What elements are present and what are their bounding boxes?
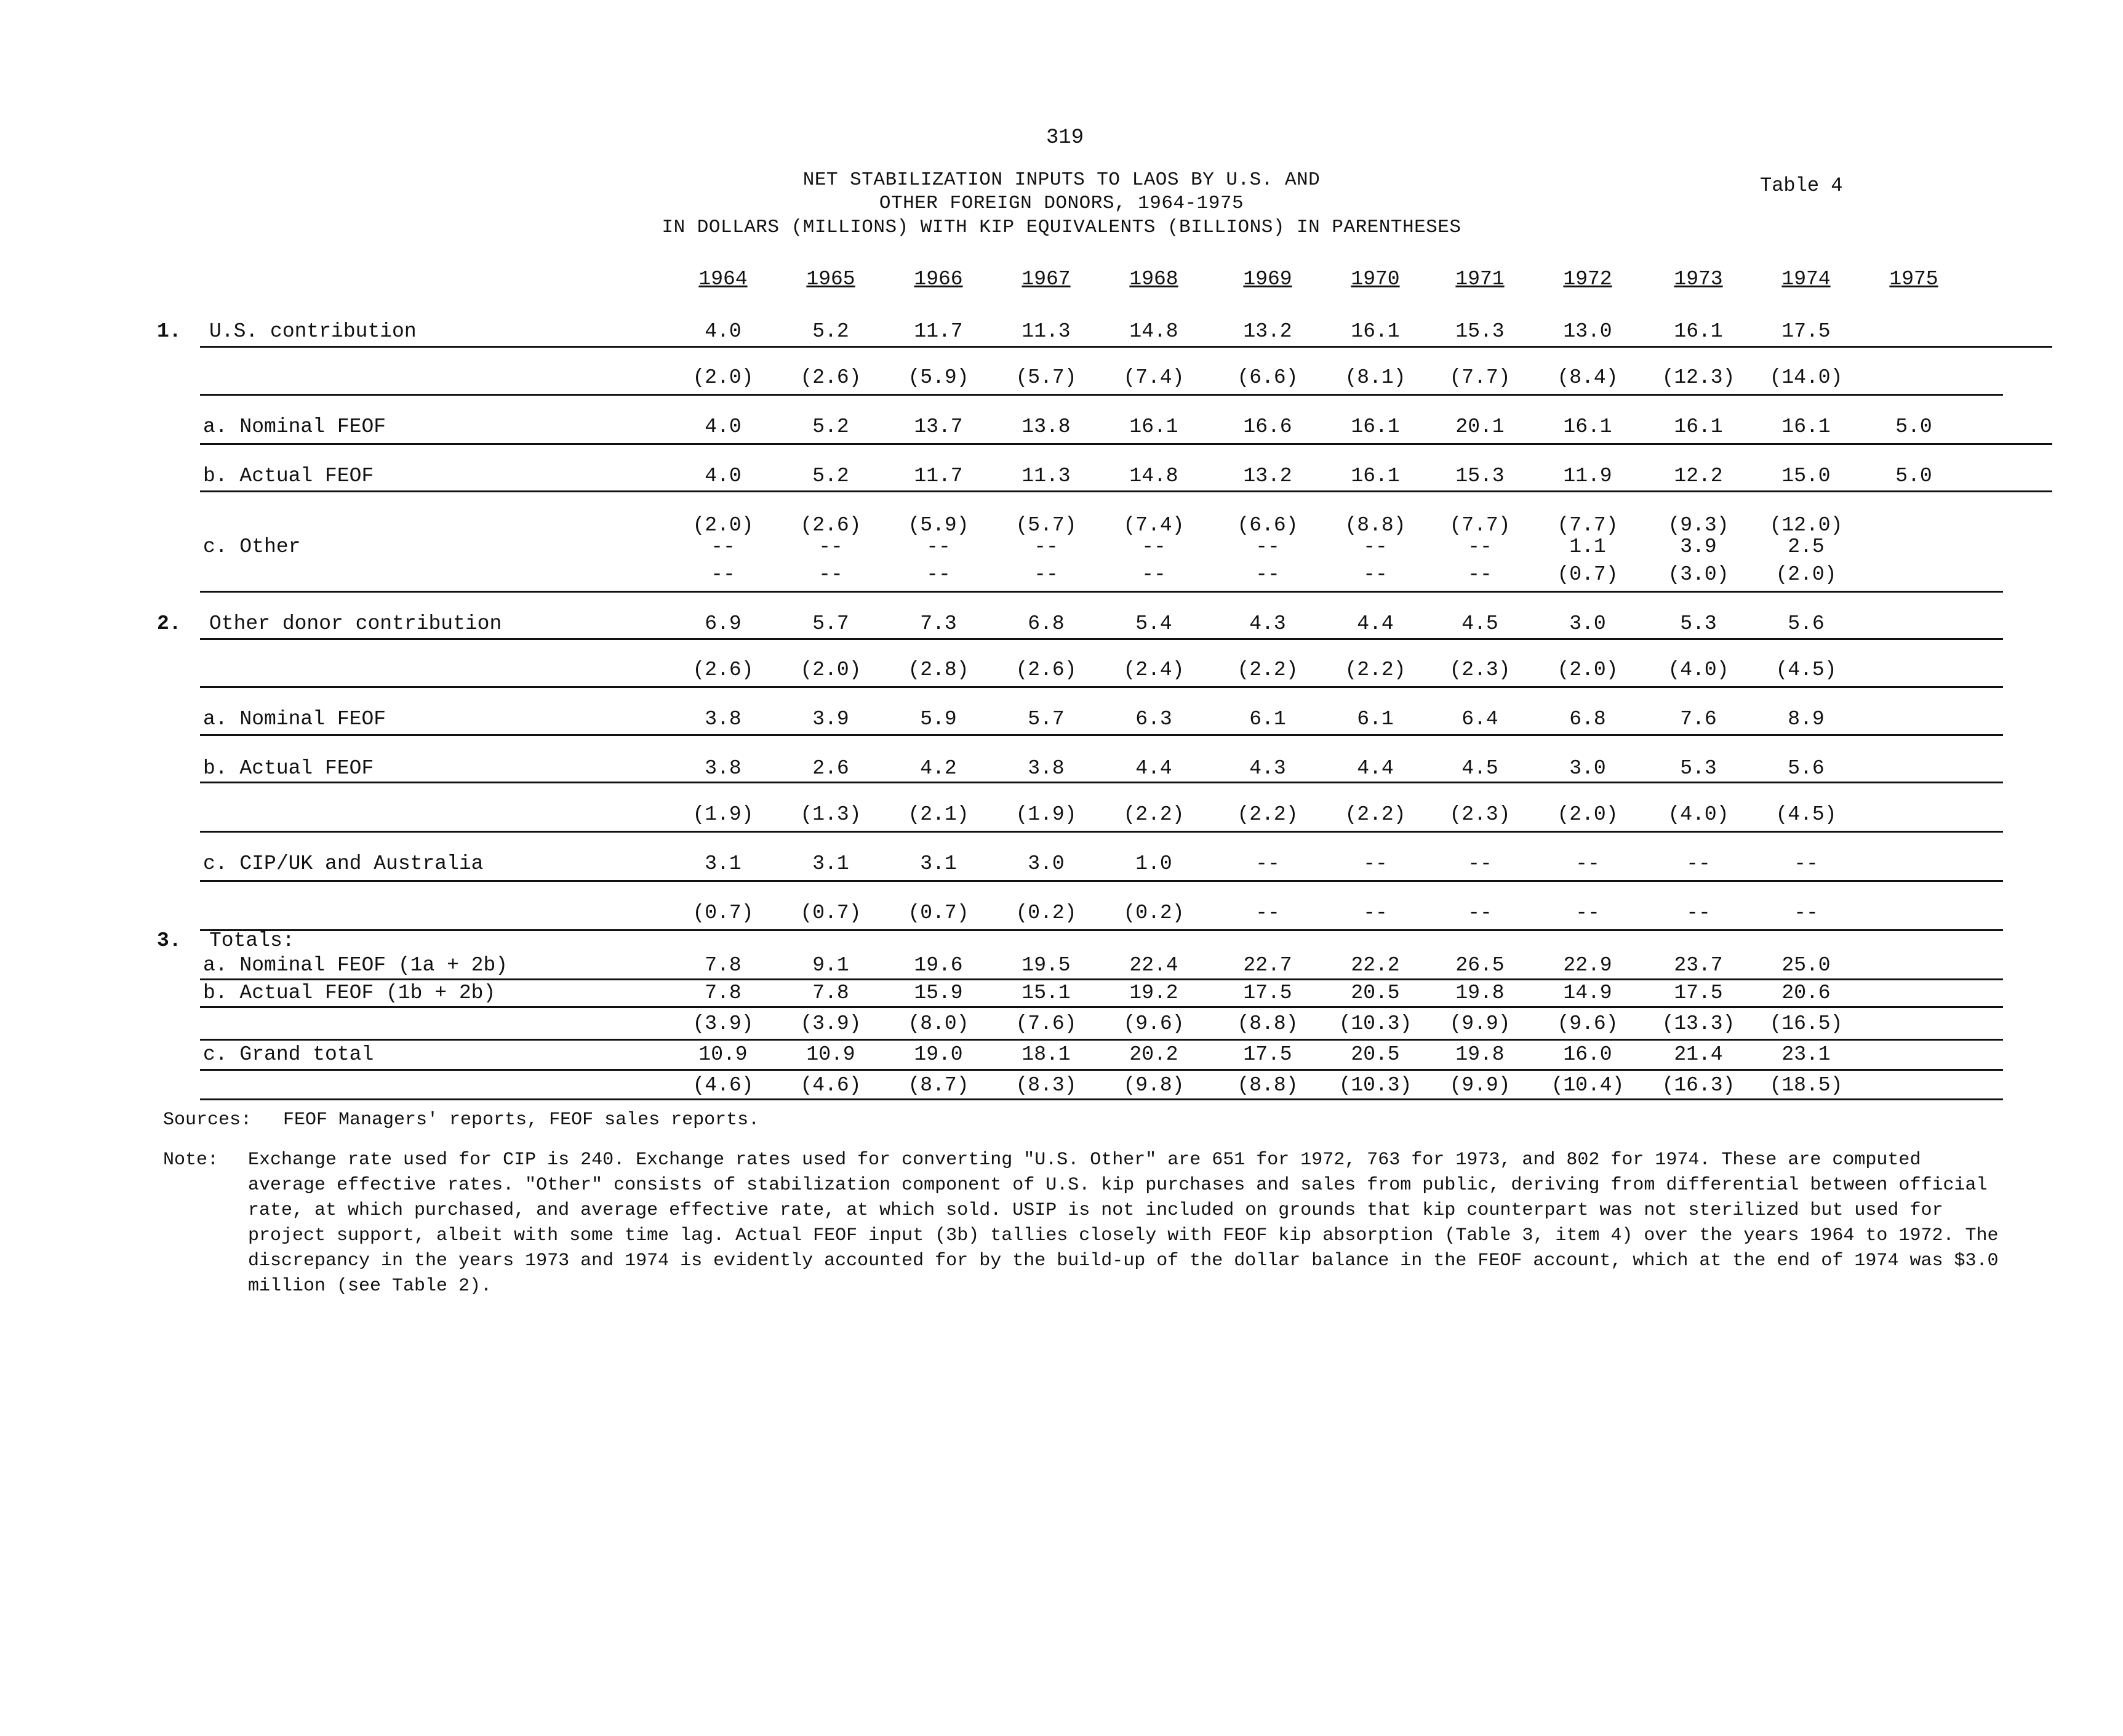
table-cell: 5.2 bbox=[812, 320, 849, 343]
table-cell: 5.3 bbox=[1680, 612, 1717, 635]
table-cell: 15.3 bbox=[1455, 320, 1505, 343]
row-rule bbox=[200, 831, 2003, 833]
table-cell: 4.3 bbox=[1249, 612, 1286, 635]
table-cell: 6.8 bbox=[1569, 708, 1606, 730]
table-cell: 3.9 bbox=[812, 708, 849, 730]
table-cell: 5.6 bbox=[1788, 757, 1825, 780]
row-label: b. Actual FEOF bbox=[203, 757, 374, 780]
table-cell: 4.5 bbox=[1461, 612, 1498, 635]
table-cell: (9.9) bbox=[1449, 1074, 1511, 1097]
table-cell: 4.4 bbox=[1357, 757, 1394, 780]
year-header-1964: 1964 bbox=[698, 268, 748, 290]
table-cell: 16.1 bbox=[1781, 415, 1831, 438]
table-cell: 4.0 bbox=[705, 465, 742, 487]
title-line-1: NET STABILIZATION INPUTS TO LAOS BY U.S. AND bbox=[802, 169, 1321, 191]
table-cell: -- bbox=[1575, 902, 1600, 924]
table-cell: (9.6) bbox=[1557, 1012, 1618, 1035]
table-cell: (13.3) bbox=[1661, 1012, 1735, 1035]
table-cell: (5.9) bbox=[908, 366, 969, 389]
note-text: Exchange rate used for CIP is 240. Exchange rates used for converting "U.S. Other" are 651 for 1972, 763 for 1973, and 802 for 1974. These are computed average effective rates. "Other" consists of stabilization component of U.S. kip purchases and sales from public, deriving from differential between official rate, at which purchased, and average effective rate, at which sold. USIP is not included on grounds that kip counterpart was not sterilized but used for project support, albeit with some time lag. Actual FEOF input (3b) tallies closely with FEOF kip absorption (Table 3, item 4) over the years 1964 to 1972. The discrepancy in the years 1973 and 1974 is evidently accounted for by the build-up of the dollar balance in the FEOF account, which at the end of 1974 was $3.0 million (see Table 2). bbox=[248, 1150, 1999, 1297]
table-cell: 5.2 bbox=[812, 415, 849, 438]
table-cell: 14.8 bbox=[1129, 465, 1178, 487]
table-cell: (9.6) bbox=[1123, 1012, 1185, 1035]
table-cell: 7.6 bbox=[1680, 708, 1717, 730]
table-cell: (7.6) bbox=[1015, 1012, 1077, 1035]
table-cell: 4.4 bbox=[1135, 757, 1172, 780]
year-header-1966: 1966 bbox=[914, 268, 963, 290]
table-cell: (1.9) bbox=[692, 803, 754, 826]
table-cell: 11.7 bbox=[914, 320, 963, 343]
table-cell: (5.9) bbox=[908, 514, 969, 537]
table-cell: 3.1 bbox=[705, 852, 742, 875]
table-cell: 1.1 bbox=[1569, 535, 1606, 558]
year-header-1971: 1971 bbox=[1455, 268, 1505, 290]
table-cell: 17.5 bbox=[1674, 982, 1723, 1004]
table-cell: 6.8 bbox=[1028, 612, 1065, 635]
table-cell: (2.4) bbox=[1123, 658, 1185, 681]
table-cell: 19.6 bbox=[914, 954, 963, 977]
row-label: c. CIP/UK and Australia bbox=[203, 852, 484, 875]
table-cell: 4.5 bbox=[1461, 757, 1498, 780]
table-cell: 23.1 bbox=[1781, 1043, 1831, 1066]
row-label: c. Grand total bbox=[203, 1043, 374, 1066]
table-cell: 16.1 bbox=[1674, 320, 1723, 343]
table-cell: 5.0 bbox=[1895, 465, 1932, 487]
table-cell: (8.8) bbox=[1237, 1012, 1298, 1035]
table-cell: 13.2 bbox=[1243, 320, 1292, 343]
table-cell: -- bbox=[711, 563, 735, 586]
table-cell: (2.6) bbox=[692, 658, 754, 681]
table-cell: (6.6) bbox=[1237, 514, 1298, 537]
table-cell: -- bbox=[1363, 535, 1388, 558]
row-label: b. Actual FEOF (1b + 2b) bbox=[203, 982, 496, 1004]
table-cell: (7.4) bbox=[1123, 366, 1185, 389]
table-cell: 25.0 bbox=[1781, 954, 1831, 977]
table-cell: 11.7 bbox=[914, 465, 963, 487]
row-rule bbox=[200, 638, 2003, 640]
table-cell: 16.1 bbox=[1129, 415, 1178, 438]
table-cell: (8.3) bbox=[1015, 1074, 1077, 1097]
row-rule bbox=[200, 782, 2003, 783]
table-cell: (7.7) bbox=[1449, 366, 1511, 389]
table-cell: (0.7) bbox=[800, 902, 862, 924]
table-cell: 22.7 bbox=[1243, 954, 1292, 977]
table-cell: (2.3) bbox=[1449, 803, 1511, 826]
table-cell: 20.2 bbox=[1129, 1043, 1178, 1066]
table-cell: (2.8) bbox=[908, 658, 969, 681]
table-cell: 4.0 bbox=[705, 415, 742, 438]
row-rule bbox=[200, 978, 2003, 980]
table-cell: 15.1 bbox=[1022, 982, 1071, 1004]
table-cell: 6.3 bbox=[1135, 708, 1172, 730]
table-cell: 10.9 bbox=[698, 1043, 748, 1066]
table-cell: 3.8 bbox=[705, 708, 742, 730]
year-header-1965: 1965 bbox=[806, 268, 855, 290]
table-cell: 2.5 bbox=[1788, 535, 1825, 558]
table-cell: (1.3) bbox=[800, 803, 862, 826]
row-label: c. Other bbox=[203, 535, 301, 558]
table-cell: 4.3 bbox=[1249, 757, 1286, 780]
table-cell: 19.8 bbox=[1455, 1043, 1505, 1066]
table-cell: 9.1 bbox=[812, 954, 849, 977]
table-cell: -- bbox=[1255, 852, 1280, 875]
table-cell: (12.0) bbox=[1769, 514, 1843, 537]
year-header-1975: 1975 bbox=[1889, 268, 1938, 290]
table-cell: (10.4) bbox=[1551, 1074, 1625, 1097]
row-rule bbox=[200, 490, 2052, 492]
table-cell: 13.0 bbox=[1563, 320, 1612, 343]
table-cell: 5.6 bbox=[1788, 612, 1825, 635]
row-rule bbox=[200, 394, 2003, 396]
table-cell: 20.1 bbox=[1455, 415, 1505, 438]
row-rule bbox=[200, 1069, 2003, 1071]
table-cell: -- bbox=[1363, 902, 1388, 924]
table-cell: 17.5 bbox=[1243, 982, 1292, 1004]
table-cell: -- bbox=[1363, 563, 1388, 586]
table-cell: (2.2) bbox=[1237, 803, 1298, 826]
table-cell: 15.3 bbox=[1455, 465, 1505, 487]
table-cell: 21.4 bbox=[1674, 1043, 1723, 1066]
table-cell: -- bbox=[1255, 535, 1280, 558]
table-cell: 20.5 bbox=[1351, 982, 1400, 1004]
table-cell: 16.1 bbox=[1351, 465, 1400, 487]
row-label: a. Nominal FEOF (1a + 2b) bbox=[203, 954, 508, 977]
table-cell: (2.6) bbox=[800, 514, 862, 537]
table-cell: 5.0 bbox=[1895, 415, 1932, 438]
table-cell: 6.4 bbox=[1461, 708, 1498, 730]
table-cell: 1.0 bbox=[1135, 852, 1172, 875]
section-number: 1. bbox=[157, 320, 182, 343]
row-rule bbox=[200, 591, 2003, 593]
table-cell: 4.0 bbox=[705, 320, 742, 343]
year-header-1974: 1974 bbox=[1781, 268, 1831, 290]
table-cell: (10.3) bbox=[1338, 1012, 1412, 1035]
table-cell: 3.0 bbox=[1569, 757, 1606, 780]
row-rule bbox=[200, 734, 2003, 736]
table-cell: (2.2) bbox=[1237, 658, 1298, 681]
table-cell: 15.9 bbox=[914, 982, 963, 1004]
table-cell: 20.5 bbox=[1351, 1043, 1400, 1066]
year-header-1969: 1969 bbox=[1243, 268, 1292, 290]
table-cell: (8.8) bbox=[1345, 514, 1406, 537]
table-cell: (2.0) bbox=[800, 658, 862, 681]
table-cell: -- bbox=[1468, 563, 1492, 586]
table-cell: (2.1) bbox=[908, 803, 969, 826]
table-cell: (3.9) bbox=[800, 1012, 862, 1035]
table-cell: (12.3) bbox=[1661, 366, 1735, 389]
table-cell: 23.7 bbox=[1674, 954, 1723, 977]
table-cell: 4.2 bbox=[920, 757, 957, 780]
table-cell: 14.9 bbox=[1563, 982, 1612, 1004]
section-number: 2. bbox=[157, 612, 182, 635]
table-cell: 14.8 bbox=[1129, 320, 1178, 343]
table-cell: 13.2 bbox=[1243, 465, 1292, 487]
table-cell: 8.9 bbox=[1788, 708, 1825, 730]
table-cell: (8.0) bbox=[908, 1012, 969, 1035]
row-rule bbox=[200, 686, 2003, 688]
table-cell: 17.5 bbox=[1243, 1043, 1292, 1066]
year-header-1972: 1972 bbox=[1563, 268, 1612, 290]
table-cell: (7.4) bbox=[1123, 514, 1185, 537]
table-cell: 26.5 bbox=[1455, 954, 1505, 977]
table-cell: 3.8 bbox=[705, 757, 742, 780]
table-cell: -- bbox=[1141, 563, 1166, 586]
table-cell: (0.7) bbox=[1557, 563, 1618, 586]
table-cell: (3.9) bbox=[692, 1012, 754, 1035]
table-cell: -- bbox=[1468, 535, 1492, 558]
table-cell: 4.4 bbox=[1357, 612, 1394, 635]
table-cell: (2.2) bbox=[1345, 658, 1406, 681]
table-cell: (2.0) bbox=[1775, 563, 1837, 586]
table-cell: (9.3) bbox=[1668, 514, 1729, 537]
table-cell: (2.0) bbox=[1557, 803, 1618, 826]
table-cell: 10.9 bbox=[806, 1043, 855, 1066]
table-cell: 22.2 bbox=[1351, 954, 1400, 977]
table-cell: 3.8 bbox=[1028, 757, 1065, 780]
table-cell: -- bbox=[1468, 852, 1492, 875]
table-cell: 7.3 bbox=[920, 612, 957, 635]
table-cell: (6.6) bbox=[1237, 366, 1298, 389]
year-header-1968: 1968 bbox=[1129, 268, 1178, 290]
table-cell: (5.7) bbox=[1015, 514, 1077, 537]
table-cell: (7.7) bbox=[1557, 514, 1618, 537]
table-cell: (2.0) bbox=[1557, 658, 1618, 681]
table-cell: 16.1 bbox=[1674, 415, 1723, 438]
table-cell: 3.1 bbox=[920, 852, 957, 875]
table-cell: (1.9) bbox=[1015, 803, 1077, 826]
table-cell: 3.0 bbox=[1028, 852, 1065, 875]
table-cell: 19.0 bbox=[914, 1043, 963, 1066]
table-cell: -- bbox=[1468, 902, 1492, 924]
table-cell: (2.0) bbox=[692, 366, 754, 389]
table-cell: (0.2) bbox=[1015, 902, 1077, 924]
table-cell: 7.8 bbox=[705, 954, 742, 977]
sources-label: Sources: bbox=[163, 1110, 252, 1130]
table-cell: (3.0) bbox=[1668, 563, 1729, 586]
row-rule bbox=[200, 1039, 2003, 1041]
title-line-3: IN DOLLARS (MILLIONS) WITH KIP EQUIVALENTS (BILLIONS) IN PARENTHESES bbox=[662, 217, 1461, 238]
table-cell: (2.2) bbox=[1123, 803, 1185, 826]
table-cell: 19.5 bbox=[1022, 954, 1071, 977]
row-rule bbox=[200, 1006, 2003, 1008]
table-cell: (14.0) bbox=[1769, 366, 1843, 389]
title-line-2: OTHER FOREIGN DONORS, 1964-1975 bbox=[879, 193, 1244, 214]
row-rule bbox=[200, 346, 2052, 348]
row-label: Other donor contribution bbox=[209, 612, 502, 635]
table-cell: (5.7) bbox=[1015, 366, 1077, 389]
row-label: a. Nominal FEOF bbox=[203, 708, 386, 730]
page-number: 319 bbox=[1046, 126, 1084, 150]
table-cell: 16.1 bbox=[1351, 415, 1400, 438]
table-cell: (0.2) bbox=[1123, 902, 1185, 924]
table-cell: 13.8 bbox=[1022, 415, 1071, 438]
table-cell: (8.1) bbox=[1345, 366, 1406, 389]
table-cell: (4.0) bbox=[1668, 803, 1729, 826]
table-cell: (4.6) bbox=[800, 1074, 862, 1097]
table-cell: 7.8 bbox=[705, 982, 742, 1004]
table-cell: (4.6) bbox=[692, 1074, 754, 1097]
table-cell: 15.0 bbox=[1781, 465, 1831, 487]
table-cell: -- bbox=[1363, 852, 1388, 875]
table-cell: 18.1 bbox=[1022, 1043, 1071, 1066]
row-label: U.S. contribution bbox=[209, 320, 417, 343]
table-cell: -- bbox=[926, 535, 951, 558]
table-cell: (8.4) bbox=[1557, 366, 1618, 389]
table-cell: (7.7) bbox=[1449, 514, 1511, 537]
table-cell: 5.2 bbox=[812, 465, 849, 487]
row-rule bbox=[200, 880, 2003, 882]
year-header-1973: 1973 bbox=[1674, 268, 1723, 290]
table-cell: -- bbox=[1686, 902, 1711, 924]
table-cell: -- bbox=[711, 535, 735, 558]
table-cell: (2.3) bbox=[1449, 658, 1511, 681]
table-cell: 2.6 bbox=[812, 757, 849, 780]
table-cell: 3.0 bbox=[1569, 612, 1606, 635]
row-label: Totals: bbox=[209, 929, 295, 952]
table-cell: -- bbox=[1575, 852, 1600, 875]
year-header-1970: 1970 bbox=[1351, 268, 1400, 290]
table-cell: 7.8 bbox=[812, 982, 849, 1004]
table-cell: 5.7 bbox=[812, 612, 849, 635]
sources-text: FEOF Managers' reports, FEOF sales reports. bbox=[283, 1110, 760, 1130]
table-cell: 3.9 bbox=[1680, 535, 1717, 558]
table-cell: (2.2) bbox=[1345, 803, 1406, 826]
table-cell: (2.0) bbox=[692, 514, 754, 537]
table-cell: -- bbox=[1686, 852, 1711, 875]
table-cell: 16.6 bbox=[1243, 415, 1292, 438]
table-cell: 11.3 bbox=[1022, 465, 1071, 487]
table-cell: -- bbox=[1034, 535, 1058, 558]
table-cell: 5.3 bbox=[1680, 757, 1717, 780]
table-cell: (4.5) bbox=[1775, 803, 1837, 826]
table-cell: 19.8 bbox=[1455, 982, 1505, 1004]
table-cell: -- bbox=[1794, 902, 1818, 924]
table-cell: 11.3 bbox=[1022, 320, 1071, 343]
table-cell: -- bbox=[1255, 563, 1280, 586]
note-label: Note: bbox=[163, 1150, 219, 1170]
table-cell: 13.7 bbox=[914, 415, 963, 438]
table-cell: -- bbox=[1141, 535, 1166, 558]
row-rule bbox=[200, 443, 2052, 445]
table-cell: 22.9 bbox=[1563, 954, 1612, 977]
table-cell: (10.3) bbox=[1338, 1074, 1412, 1097]
table-cell: 5.9 bbox=[920, 708, 957, 730]
table-cell: 6.1 bbox=[1249, 708, 1286, 730]
table-cell: (16.3) bbox=[1661, 1074, 1735, 1097]
table-cell: -- bbox=[1255, 902, 1280, 924]
table-cell: 19.2 bbox=[1129, 982, 1178, 1004]
table-cell: 5.4 bbox=[1135, 612, 1172, 635]
table-cell: 6.9 bbox=[705, 612, 742, 635]
table-cell: (8.8) bbox=[1237, 1074, 1298, 1097]
table-cell: (8.7) bbox=[908, 1074, 969, 1097]
table-cell: 16.0 bbox=[1563, 1043, 1612, 1066]
table-cell: (9.9) bbox=[1449, 1012, 1511, 1035]
table-cell: (4.5) bbox=[1775, 658, 1837, 681]
table-cell: (9.8) bbox=[1123, 1074, 1185, 1097]
table-cell: (2.6) bbox=[800, 366, 862, 389]
table-cell: -- bbox=[818, 535, 843, 558]
section-number: 3. bbox=[157, 929, 182, 952]
table-cell: 3.1 bbox=[812, 852, 849, 875]
year-header-1967: 1967 bbox=[1022, 268, 1071, 290]
table-cell: (4.0) bbox=[1668, 658, 1729, 681]
table-label: Table 4 bbox=[1760, 174, 1843, 197]
table-cell: 17.5 bbox=[1781, 320, 1831, 343]
table-cell: -- bbox=[1794, 852, 1818, 875]
table-cell: 5.7 bbox=[1028, 708, 1065, 730]
table-cell: -- bbox=[818, 563, 843, 586]
table-cell: (0.7) bbox=[908, 902, 969, 924]
table-cell: 11.9 bbox=[1563, 465, 1612, 487]
table-cell: (18.5) bbox=[1769, 1074, 1843, 1097]
table-cell: (0.7) bbox=[692, 902, 754, 924]
table-cell: 20.6 bbox=[1781, 982, 1831, 1004]
row-rule bbox=[200, 1098, 2003, 1100]
table-cell: 22.4 bbox=[1129, 954, 1178, 977]
table-cell: 16.1 bbox=[1563, 415, 1612, 438]
row-label: a. Nominal FEOF bbox=[203, 415, 386, 438]
table-cell: 12.2 bbox=[1674, 465, 1723, 487]
row-label: b. Actual FEOF bbox=[203, 465, 374, 487]
table-cell: 16.1 bbox=[1351, 320, 1400, 343]
table-cell: 6.1 bbox=[1357, 708, 1394, 730]
table-cell: -- bbox=[1034, 563, 1058, 586]
row-rule bbox=[200, 929, 2003, 931]
table-cell: (16.5) bbox=[1769, 1012, 1843, 1035]
table-cell: (2.6) bbox=[1015, 658, 1077, 681]
table-cell: -- bbox=[926, 563, 951, 586]
